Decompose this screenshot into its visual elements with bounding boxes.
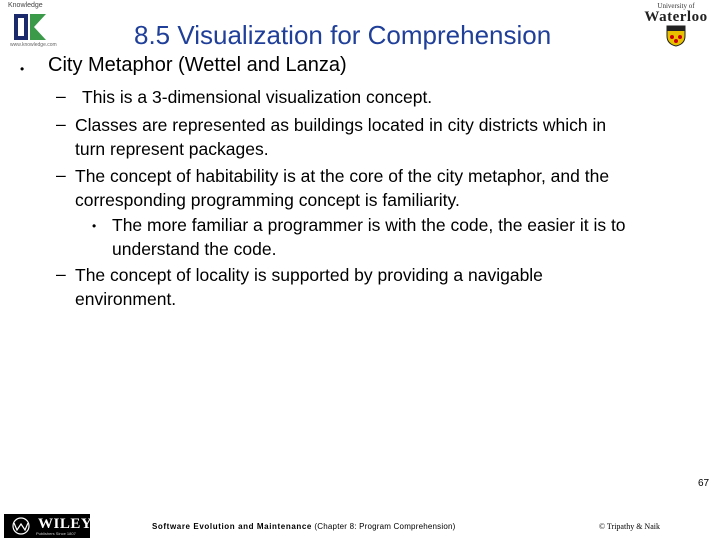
sub-bullet-dash: – (56, 86, 66, 106)
waterloo-logo (634, 2, 718, 48)
sub-sub-bullet-dot: • (92, 219, 97, 233)
wiley-emblem-icon (8, 517, 34, 535)
page-number: 67 (698, 478, 710, 489)
knowledge-logo (8, 2, 57, 50)
waterloo-crest-icon (665, 25, 687, 47)
main-bullet-text: City Metaphor (Wettel and Lanza) (48, 54, 347, 76)
sub-sub-bullet-1: The more familiar a programmer is with the code, the easier it is to understand the code. (112, 215, 626, 259)
waterloo-big-text: Waterloo (644, 9, 708, 25)
wiley-logo (4, 514, 93, 538)
bullet-dot: • (20, 62, 25, 76)
book-reference (152, 522, 456, 531)
wiley-subtext: Publishers Since 1807 (36, 531, 76, 536)
sub-bullet-3: The concept of habitability is at the core of the city metaphor, and the corresponding programming concept is familiarity. (75, 166, 610, 210)
sub-bullet-dash: – (56, 165, 66, 185)
sub-bullet-2: Classes are represented as buildings located in city districts which in turn represent packages. (75, 115, 607, 159)
sub-bullet-4: The concept of locality is supported by providing a navigable environment. (75, 265, 543, 309)
chapter-reference: (Chapter 8: Program Comprehension) (314, 522, 456, 531)
slide-title: 8.5 Visualization for Comprehension (134, 20, 552, 50)
kb-logo-icon (12, 12, 48, 42)
book-title: Software Evolution and Maintenance (152, 522, 312, 531)
copyright: © Tripathy & Naik (599, 522, 660, 531)
waterloo-small-text: University of (657, 2, 695, 10)
sub-bullet-dash: – (56, 264, 66, 284)
wiley-wordmark: WILEY (38, 516, 93, 532)
sub-bullet-dash: – (56, 114, 66, 134)
knowledge-logo-text: Knowledge (8, 2, 43, 9)
knowledge-logo-subtext: www.knowledge.com (10, 42, 57, 48)
sub-bullet-1: This is a 3-dimensional visualization concept. (82, 87, 433, 107)
